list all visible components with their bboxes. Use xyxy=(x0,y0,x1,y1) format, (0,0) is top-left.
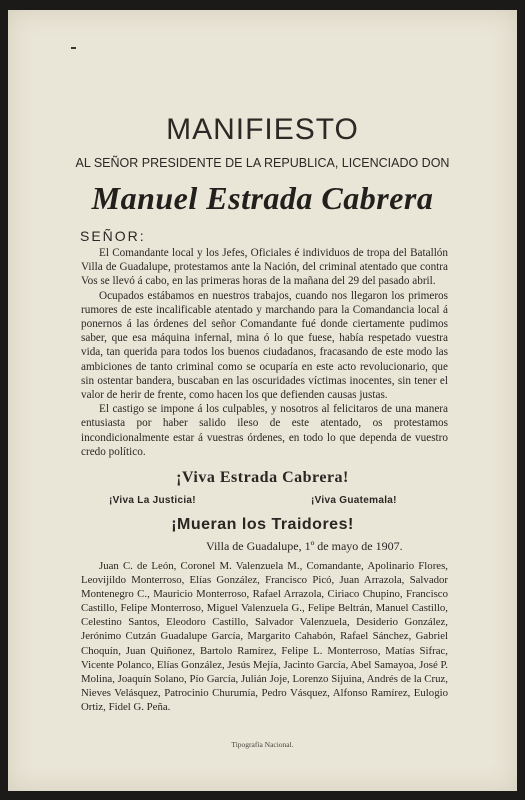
recipient-name: Manuel Estrada Cabrera xyxy=(91,180,434,216)
paragraph-3: El castigo se impone á los culpables, y nosotros al felicitaros de una manera entusiasta por haber salido ileso de este atentado, os protestamos incondicionalmente estar á vuestras órdenes, en todo lo que dependa de vuestro credo político. xyxy=(81,403,448,458)
mueran-traidores: ¡Mueran los Traidores! xyxy=(171,516,354,533)
document-title: MANIFIESTO xyxy=(166,113,359,146)
viva-justicia: ¡Viva La Justicia! xyxy=(109,495,196,506)
document-sheet xyxy=(8,10,517,791)
viva-guatemala: ¡Viva Guatemala! xyxy=(311,495,397,506)
signatories-list xyxy=(81,559,448,714)
date-line: Villa de Guadalupe, 1º de mayo de 1907. xyxy=(206,539,403,553)
paragraph-2: Ocupados estábamos en nuestros trabajos, cuando nos llegaron los primeros rumores de este incalificable atentado y marchando para la Comandancia local á ponernos á las órdenes del señor Comandante fué donde ciertamente pudimos saber, que esa máquina infernal, mina ó lo que fuese, había respetado vuestra vida, tan querida para todos los buenos ciudadanos, fracasando de este modo las ambiciones de tanto criminal como se ocuparía en este acto revolucionario, que sin ostentar bandera, buscaban en las oscuridades víctimas inocentes, sin tener el valor de herir de frente, como hacen los que defienden causas justas. xyxy=(81,289,448,402)
manifesto-body xyxy=(81,246,448,459)
salutation: SEÑOR: xyxy=(80,228,146,244)
viva-estrada-cabrera: ¡Viva Estrada Cabrera! xyxy=(176,469,349,486)
ink-mark xyxy=(71,47,76,49)
paragraph-1: El Comandante local y los Jefes, Oficiales é individuos de tropa del Batallón Villa de Guadalupe, protestamos ante la Nación, del criminal atentado que contra Vos se llevó á cabo, en las primeras horas de la mañana del 29 del pasado abril. xyxy=(81,247,448,288)
signatories-text: Juan C. de León, Coronel M. Valenzuela M., Comandante, Apolinario Flores, Leovijildo Monterroso, Elías González, Francisco Picó, Juan Arrazola, Salvador Montenegro C., Mauricio Monterroso, Rafael Arrazola, Ciriaco Chupino, Francisco Castillo, Felipe Monterroso, Miguel Valenzuela G., Felipe Beltrán, Manuel Castillo, Celestino Santos, Eleodoro Castillo, Salvador Valenzuela, Desiderio González, Jerónimo Cutzán Guadalupe García, Margarito Cahabón, Rafael Sánchez, Gabriel Choquín, Juan Quiñonez, Bartolo Ramírez, Felipe L. Monterroso, Matías Sifrac, Vicente Polanco, Elías González, Jesús Mejía, Jacinto García, Abel Samayoa, José P. Molina, Joaquín Solano, Pío García, Julián Joje, Lorenzo Sijuina, Andrés de la Cruz, Nieves Velásquez, Patrocinio Churumía, Pedro Vásquez, Alfonso Ramírez, Eulogio Ortiz, Fidel G. Peña. xyxy=(81,560,448,713)
document-subtitle: AL SEÑOR PRESIDENTE DE LA REPUBLICA, LICENCIADO DON xyxy=(75,156,450,170)
printer-credit: Tipografía Nacional. xyxy=(231,740,294,749)
